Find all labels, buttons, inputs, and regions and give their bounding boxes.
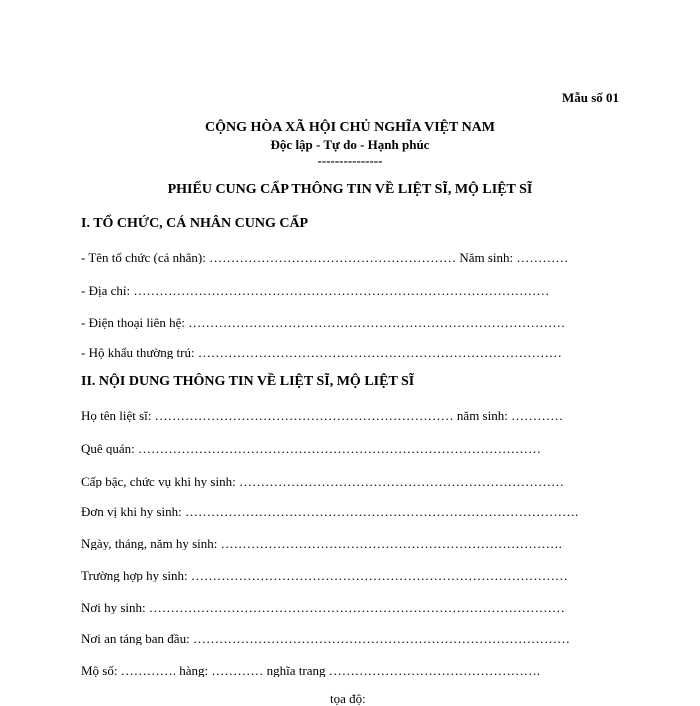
death-date-field: [81, 537, 611, 550]
header-separator: ---------------: [317, 153, 383, 168]
grave-row-blank: …………: [211, 664, 264, 677]
nation-title: CỘNG HÒA XÃ HỘI CHỦ NGHĨA VIỆT NAM: [204, 120, 495, 135]
circumstance-field: [81, 569, 611, 582]
martyr-name-label: Họ tên liệt sĩ:: [81, 409, 155, 422]
cemetery-blank: ………………………………………….: [328, 664, 540, 677]
hometown-blank: …………………………………………………………………………………: [138, 442, 542, 455]
provider-birth-blank: …………: [516, 251, 569, 264]
death-place-label: Nơi hy sinh:: [81, 601, 149, 614]
provider-address-label: - Địa chỉ:: [81, 284, 134, 297]
martyr-name-blank: ……………………………………………………………: [154, 409, 454, 422]
rank-label: Cấp bậc, chức vụ khi hy sinh:: [81, 475, 239, 488]
provider-residence-blank: …………………………………………………………………………: [197, 346, 562, 359]
hometown-field: [81, 442, 611, 455]
death-date-label: Ngày, tháng, năm hy sinh:: [81, 537, 221, 550]
grave-location-field: [81, 664, 611, 677]
cemetery-label: nghĩa trang: [263, 664, 329, 677]
provider-phone-label: - Điện thoại liên hệ:: [81, 316, 189, 329]
circumstance-blank: ……………………………………………………………………………: [190, 569, 568, 582]
martyr-birth-blank: …………: [511, 409, 564, 422]
provider-name-blank: …………………………………………………: [209, 251, 457, 264]
martyr-name-field: [81, 409, 611, 422]
provider-name-field: [81, 251, 611, 264]
provider-name-label: - Tên tổ chức (cá nhân):: [81, 251, 210, 264]
rank-field: [81, 475, 611, 488]
form-title: PHIẾU CUNG CẤP THÔNG TIN VỀ LIỆT SĨ, MỘ LIỆT SĨ: [167, 182, 533, 197]
burial-place-label: Nơi an táng ban đầu:: [81, 632, 193, 645]
rank-blank: …………………………………………………………………: [238, 475, 564, 488]
provider-phone-blank: ……………………………………………………………………………: [188, 316, 566, 329]
death-place-blank: ……………………………………………………………………………………: [148, 601, 565, 614]
form-code: Mẫu số 01: [561, 90, 619, 105]
section2-heading: II. NỘI DUNG THÔNG TIN VỀ LIỆT SĨ, MỘ LIỆT SĨ: [81, 374, 415, 389]
unit-blank: ……………………………………………………………………………….: [185, 505, 579, 518]
burial-place-field: [81, 632, 611, 645]
grave-number-label: Mộ số:: [81, 664, 121, 677]
provider-address-blank: ……………………………………………………………………………………: [133, 284, 550, 297]
burial-place-blank: ……………………………………………………………………………: [192, 632, 570, 645]
circumstance-label: Trường hợp hy sinh:: [81, 569, 191, 582]
grave-row-label: hàng:: [175, 664, 212, 677]
provider-birth-label: Năm sinh:: [456, 251, 517, 264]
national-motto: Độc lập - Tự do - Hạnh phúc: [270, 137, 430, 152]
death-place-field: [81, 601, 611, 614]
grave-number-blank: ………….: [120, 664, 176, 677]
provider-residence-field: [81, 346, 611, 359]
provider-residence-label: - Hộ khẩu thường trú:: [81, 346, 198, 359]
death-date-blank: …………………………………………………………………….: [220, 537, 562, 550]
coordinates-label-cutoff: tọa độ:: [330, 691, 366, 706]
provider-phone-field: [81, 316, 611, 329]
provider-address-field: [81, 284, 611, 297]
unit-label: Đơn vị khi hy sinh:: [81, 505, 186, 518]
hometown-label: Quê quán:: [81, 442, 139, 455]
martyr-birth-label: năm sinh:: [453, 409, 512, 422]
unit-field: [81, 505, 611, 518]
section1-heading: I. TỔ CHỨC, CÁ NHÂN CUNG CẤP: [81, 216, 309, 231]
